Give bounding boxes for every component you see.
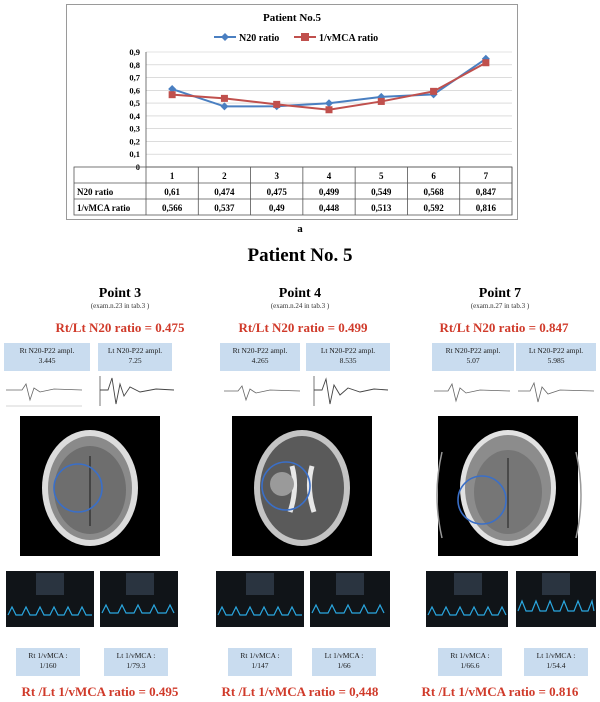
- lt-doppler-image: [310, 571, 390, 627]
- rt-vmca-value: 1/160: [39, 661, 57, 670]
- lt-amplitude-box: [98, 343, 172, 371]
- data-point-0: [220, 102, 228, 110]
- legend-marker-0: [221, 33, 229, 41]
- point-title: Point 4: [278, 286, 322, 301]
- data-point-1: [273, 101, 280, 108]
- data-point-1: [169, 91, 176, 98]
- table-cell-value: 0,847: [475, 187, 496, 197]
- y-tick-label: 0,5: [129, 98, 140, 109]
- point-title: Point 7: [478, 286, 522, 301]
- lt-ssep-trace: [310, 374, 390, 408]
- rt-vmca-box: [16, 648, 80, 676]
- table-cell-value: 0,448: [318, 203, 340, 213]
- rt-vmca-value: 1/66.6: [460, 661, 480, 670]
- rt-doppler-image: [426, 571, 508, 627]
- ct-scan-image: [20, 416, 160, 556]
- y-tick-label: 0,3: [129, 123, 140, 134]
- table-cell-value: 0,566: [162, 203, 183, 213]
- table-cell-value: 0,592: [423, 203, 444, 213]
- point-title: Point 3: [98, 286, 142, 301]
- data-point-1: [326, 106, 333, 113]
- y-tick-label: 0,7: [129, 72, 140, 83]
- legend-label-0: N20 ratio: [239, 33, 280, 44]
- line-chart: [66, 4, 518, 220]
- lt-vmca-value: 1/54.4: [546, 661, 566, 670]
- point-subtitle: (exam.n.27 in tab.3 ): [470, 302, 530, 310]
- y-tick-label: 0,9: [129, 47, 140, 57]
- data-point-1: [482, 59, 489, 66]
- rt-vmca-box: [438, 648, 502, 676]
- table-cell-value: 0,61: [164, 187, 181, 197]
- lt-amp-label: Lt N20-P22 ampl.: [528, 346, 584, 355]
- rt-amplitude-box: [220, 343, 300, 371]
- rt-vmca-label: Rt 1/vMCA :: [28, 651, 68, 660]
- x-tick-label: 3: [274, 171, 279, 181]
- data-point-1: [221, 95, 228, 102]
- lt-vmca-box: [524, 648, 588, 676]
- lt-amp-label: Lt N20-P22 ampl.: [107, 346, 163, 355]
- rt-ssep-trace: [432, 374, 512, 408]
- table-cell-value: 0,549: [371, 187, 392, 197]
- y-tick-label: 0,6: [129, 85, 140, 96]
- n20-ratio-text: Rt/Lt N20 ratio = 0.475: [55, 320, 185, 335]
- lt-vmca-label: Lt 1/vMCA :: [536, 651, 576, 660]
- rt-amplitude-box: [432, 343, 514, 371]
- rt-amp-value: 5.07: [466, 356, 480, 365]
- lt-amp-value: 7.25: [128, 356, 142, 365]
- rt-amp-label: Rt N20-P22 ampl.: [232, 346, 288, 355]
- lt-vmca-label: Lt 1/vMCA :: [324, 651, 364, 660]
- vmca-ratio-text: Rt /Lt 1/vMCA ratio = 0,448: [221, 684, 379, 699]
- rt-vmca-label: Rt 1/vMCA :: [450, 651, 490, 660]
- lt-vmca-box: [104, 648, 168, 676]
- table-cell-value: 0,475: [266, 187, 287, 197]
- point-subtitle: (exam.n.24 in tab.3 ): [270, 302, 330, 310]
- x-tick-label: 7: [483, 171, 489, 181]
- main-title: Patient No. 5: [247, 245, 353, 266]
- rt-vmca-label: Rt 1/vMCA :: [240, 651, 280, 660]
- x-tick-label: 5: [379, 171, 384, 181]
- table-cell-value: 0,513: [371, 203, 392, 213]
- vmca-ratio-text: Rt /Lt 1/vMCA ratio = 0.495: [21, 684, 179, 699]
- lt-vmca-box: [312, 648, 376, 676]
- x-tick-label: 1: [169, 171, 175, 181]
- lt-ssep-trace: [96, 374, 176, 408]
- rt-vmca-box: [228, 648, 292, 676]
- table-row-label: N20 ratio: [77, 187, 114, 197]
- point-subtitle: (exam.n.23 in tab.3 ): [90, 302, 150, 310]
- data-point-1: [378, 98, 385, 105]
- x-tick-label: 6: [431, 171, 436, 181]
- rt-amp-label: Rt N20-P22 ampl.: [445, 346, 501, 355]
- bone-window-arc-right: [574, 450, 586, 540]
- n20-ratio-text: Rt/Lt N20 ratio = 0.499: [238, 320, 368, 335]
- vmca-ratio-text: Rt /Lt 1/vMCA ratio = 0.816: [421, 684, 579, 699]
- table-cell-value: 0,568: [423, 187, 444, 197]
- rt-amp-value: 3.445: [38, 356, 56, 365]
- rt-vmca-value: 1/147: [251, 661, 269, 670]
- legend-label-1: 1/vMCA ratio: [319, 33, 379, 44]
- data-table-border: [74, 167, 512, 215]
- lt-amp-label: Lt N20-P22 ampl.: [320, 346, 376, 355]
- table-cell-value: 0,499: [318, 187, 340, 197]
- lt-ssep-trace: [516, 374, 596, 408]
- lt-amp-value: 5.985: [547, 356, 565, 365]
- mri-scan-image: [232, 416, 372, 556]
- lt-vmca-value: 1/66: [337, 661, 351, 670]
- lt-doppler-image: [100, 571, 178, 627]
- y-tick-label: 0,2: [129, 136, 140, 147]
- table-cell-value: 0,537: [214, 203, 235, 213]
- rt-amp-label: Rt N20-P22 ampl.: [19, 346, 75, 355]
- rt-doppler-image: [6, 571, 94, 627]
- bone-window-arc-left: [432, 450, 444, 540]
- y-tick-label: 0,1: [129, 149, 140, 160]
- y-tick-label: 0,8: [129, 59, 140, 70]
- rt-ssep-trace: [222, 374, 302, 408]
- table-row-label: 1/vMCA ratio: [77, 203, 131, 213]
- chart-title: Patient No.5: [262, 12, 322, 24]
- lt-amplitude-box: [306, 343, 390, 371]
- rt-ssep-trace: [4, 374, 84, 408]
- x-tick-label: 4: [326, 171, 332, 181]
- table-cell-value: 0,474: [214, 187, 235, 197]
- lt-doppler-image: [516, 571, 596, 627]
- y-tick-label: 0,4: [129, 110, 140, 121]
- ct-scan-image: [438, 416, 578, 556]
- lt-amp-value: 8.535: [339, 356, 357, 365]
- lt-amplitude-box: [516, 343, 596, 371]
- rt-amp-value: 4.265: [251, 356, 269, 365]
- lt-vmca-value: 1/79.3: [126, 661, 146, 670]
- data-point-1: [430, 88, 437, 95]
- lt-vmca-label: Lt 1/vMCA :: [116, 651, 156, 660]
- data-point-0: [325, 99, 333, 107]
- table-cell-value: 0,49: [268, 203, 285, 213]
- y-tick-label: 0: [135, 162, 140, 172]
- figure-label: a: [297, 223, 303, 235]
- table-cell-value: 0,816: [475, 203, 496, 213]
- rt-doppler-image: [216, 571, 304, 627]
- legend-marker-1: [301, 33, 309, 41]
- n20-ratio-text: Rt/Lt N20 ratio = 0.847: [439, 320, 569, 335]
- rt-amplitude-box: [4, 343, 90, 371]
- x-tick-label: 2: [222, 171, 227, 181]
